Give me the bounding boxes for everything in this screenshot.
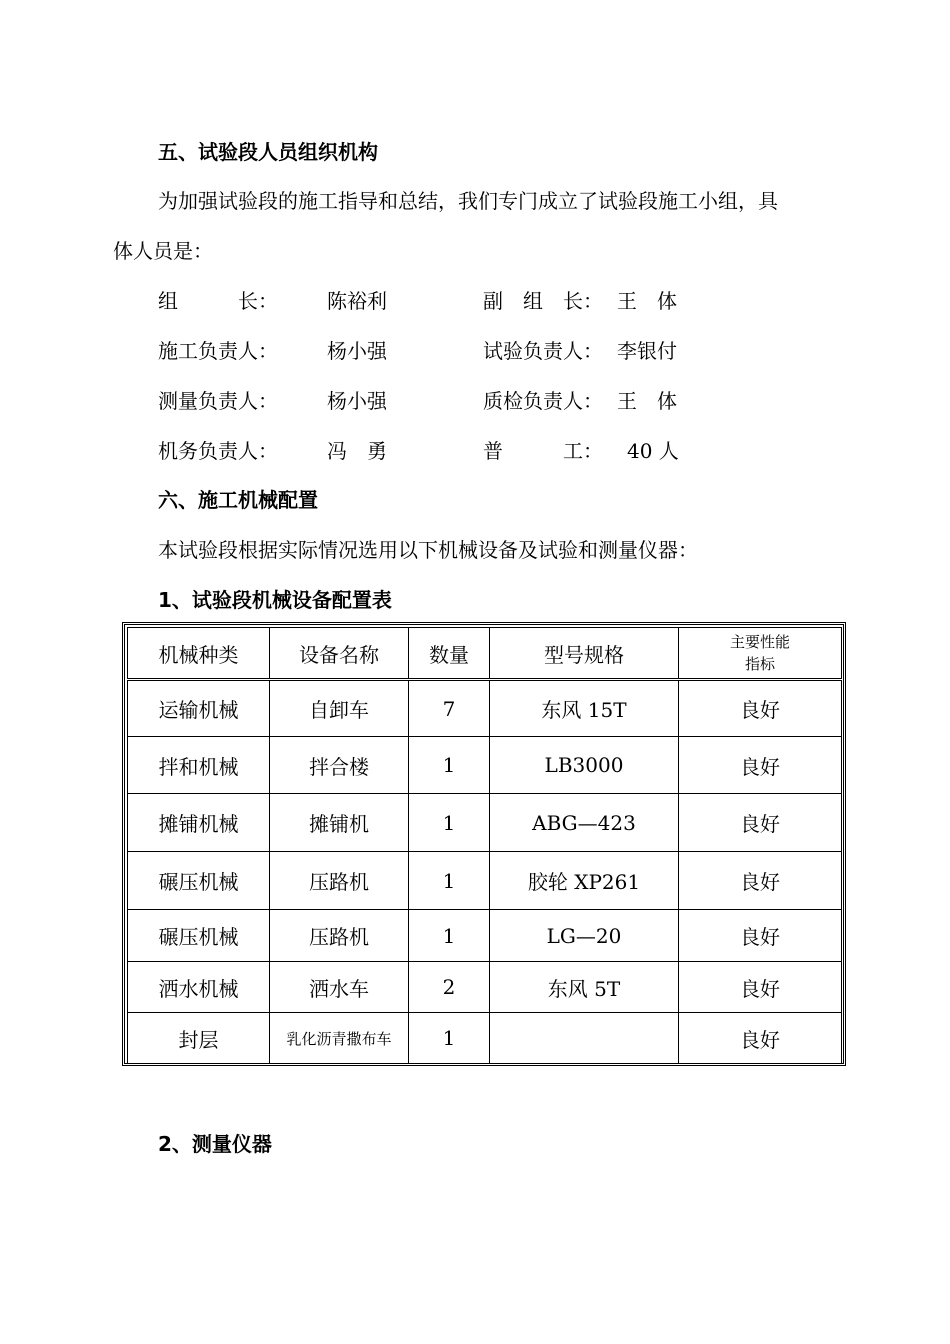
staff-name-left: 杨小强: [327, 339, 387, 363]
table-row: [128, 962, 842, 1013]
table-cell: 良好: [679, 680, 842, 737]
table-row: [128, 794, 842, 852]
table-cell: 良好: [679, 794, 842, 852]
staff-role-left: 组 长：: [158, 289, 278, 313]
table-cell: 1: [409, 910, 490, 962]
staff-role-right: 质检负责人：: [483, 389, 603, 413]
header-cell: 机械种类: [128, 628, 270, 680]
table-cell: 拌和机械: [128, 737, 270, 794]
table-cell: 压路机: [270, 852, 409, 910]
table-cell: 良好: [679, 1013, 842, 1064]
table-cell: 7: [409, 680, 490, 737]
table-header-row: [128, 628, 842, 680]
table-cell: ABG—423: [490, 794, 679, 852]
staff-role-right: 副 组 长：: [483, 289, 603, 313]
table-row: [128, 852, 842, 910]
section5-intro-line1: 为加强试验段的施工指导和总结，我们专门成立了试验段施工小组，具: [158, 189, 778, 213]
staff-name-left: 杨小强: [327, 389, 387, 413]
header-cell: 数量: [409, 628, 490, 680]
table-cell: 1: [409, 1013, 490, 1064]
table-cell: 摊铺机械: [128, 794, 270, 852]
table-cell: 碾压机械: [128, 910, 270, 962]
staff-role-right: 试验负责人：: [483, 339, 603, 363]
staff-role-left: 测量负责人：: [158, 389, 278, 413]
table-cell: 良好: [679, 852, 842, 910]
table-cell: 良好: [679, 737, 842, 794]
table-cell: 2: [409, 962, 490, 1013]
table-cell: 摊铺机: [270, 794, 409, 852]
staff-name-left: 陈裕利: [327, 289, 387, 313]
staff-name-right: 40 人: [627, 439, 679, 463]
table-cell: LG—20: [490, 910, 679, 962]
table-cell: [490, 1013, 679, 1064]
table-cell: 1: [409, 794, 490, 852]
table-cell: 运输机械: [128, 680, 270, 737]
equipment-table: [122, 622, 846, 1066]
section6-title: 六、施工机械配置: [158, 488, 318, 512]
table-cell: 胶轮 XP261: [490, 852, 679, 910]
table-cell: 压路机: [270, 910, 409, 962]
table-cell: 碾压机械: [128, 852, 270, 910]
table-cell: LB3000: [490, 737, 679, 794]
table-cell: 东风 5T: [490, 962, 679, 1013]
table-cell: 1: [409, 852, 490, 910]
staff-role-left: 施工负责人：: [158, 339, 278, 363]
table-cell: 洒水车: [270, 962, 409, 1013]
table-row: [128, 737, 842, 794]
staff-role-right: 普 工：: [483, 439, 603, 463]
section6-intro: 本试验段根据实际情况选用以下机械设备及试验和测量仪器：: [158, 538, 698, 562]
table-row: [128, 910, 842, 962]
staff-name-right: 王 体: [617, 289, 677, 313]
table-cell: 1: [409, 737, 490, 794]
table-row: [128, 680, 842, 737]
table-cell: 乳化沥青撒布车: [270, 1013, 409, 1064]
staff-name-right: 王 体: [617, 389, 677, 413]
section5-intro-line2: 体人员是：: [113, 239, 213, 263]
table-row: [128, 1013, 842, 1064]
table-cell: 良好: [679, 910, 842, 962]
survey-instruments-title: 2、测量仪器: [158, 1132, 272, 1156]
table-cell: 拌合楼: [270, 737, 409, 794]
staff-role-left: 机务负责人：: [158, 439, 278, 463]
table-title: 1、试验段机械设备配置表: [158, 588, 392, 612]
staff-name-right: 李银付: [617, 339, 677, 363]
header-cell: [679, 628, 842, 680]
header-cell: 型号规格: [490, 628, 679, 680]
table-cell: 自卸车: [270, 680, 409, 737]
staff-name-left: 冯 勇: [327, 439, 387, 463]
table-cell: 东风 15T: [490, 680, 679, 737]
header-cell: 设备名称: [270, 628, 409, 680]
table-cell: 封层: [128, 1013, 270, 1064]
header-perf-line1: 主要性能: [729, 633, 790, 651]
table-cell: 洒水机械: [128, 962, 270, 1013]
section5-title: 五、试验段人员组织机构: [158, 140, 378, 164]
table-cell: 良好: [679, 962, 842, 1013]
header-perf-line2: 指标: [744, 655, 775, 673]
